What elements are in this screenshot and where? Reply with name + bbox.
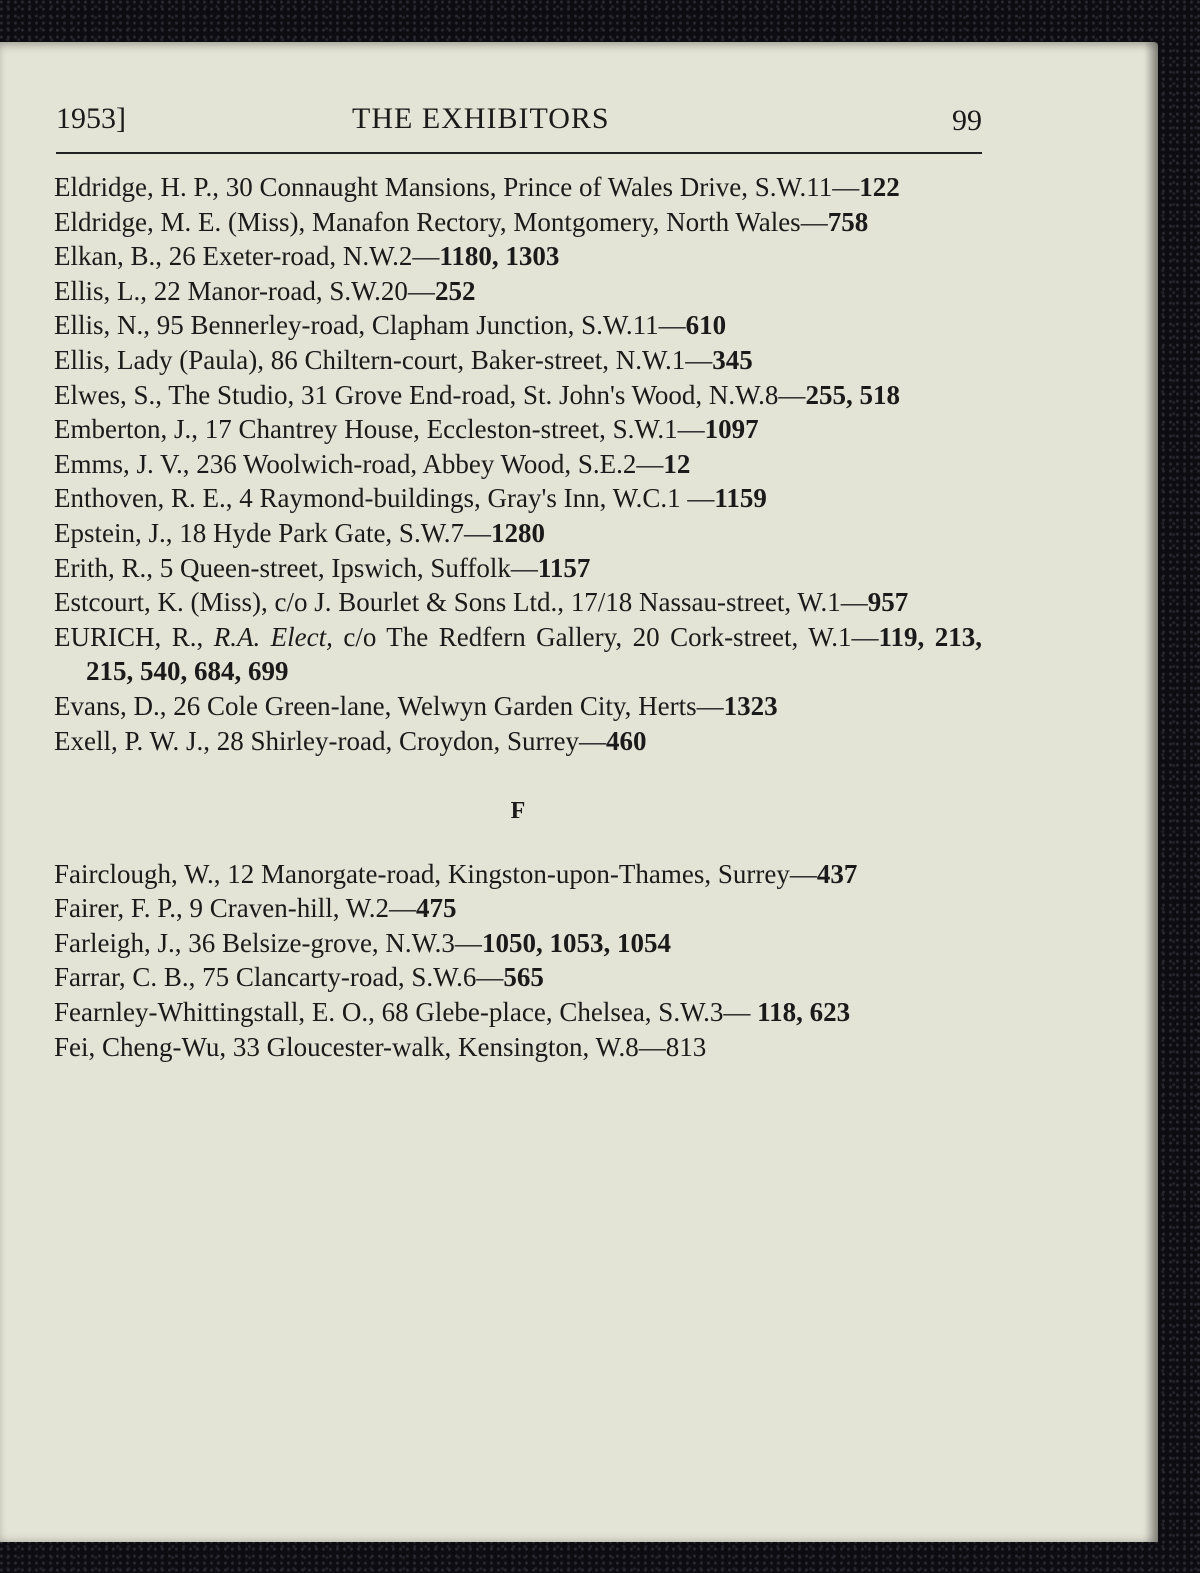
- entry-catalogue-numbers: 1097: [704, 414, 759, 445]
- entry-address: Farleigh, J., 36 Belsize-grove, N.W.3—: [54, 927, 482, 958]
- entry-address: Fei, Cheng-Wu, 33 Gloucester-walk, Kensington, W.8—: [54, 1031, 666, 1062]
- exhibitor-entry: [54, 412, 982, 447]
- entry-address: Elwes, S., The Studio, 31 Grove End-road, St. John's Wood, N.W.8—: [54, 379, 806, 410]
- entry-catalogue-numbers: 1280: [490, 517, 545, 548]
- exhibitor-entry: [54, 689, 982, 724]
- section-e-entries: [54, 170, 982, 758]
- exhibitor-entry: [54, 378, 982, 413]
- running-header: [56, 102, 982, 138]
- entry-catalogue-numbers: 1157: [537, 552, 591, 583]
- entry-address: c/o The Redfern Gallery, 20 Cork-street, W.1—: [332, 621, 879, 652]
- entry-address: Fairclough, W., 12 Manorgate-road, Kingston-upon-Thames, Surrey—: [54, 858, 817, 889]
- entry-catalogue-numbers: 437: [816, 858, 858, 889]
- entry-catalogue-numbers: 813: [665, 1031, 707, 1062]
- exhibitor-entry: [54, 857, 982, 892]
- entry-catalogue-numbers: 758: [827, 206, 869, 237]
- entry-address: Estcourt, K. (Miss), c/o J. Bourlet & Sons Ltd., 17/18 Nassau-street, W.1—: [54, 587, 868, 618]
- entry-rank: R.A. Elect,: [213, 621, 333, 652]
- entry-catalogue-numbers: 460: [605, 725, 647, 756]
- entry-catalogue-numbers: 122: [859, 172, 900, 202]
- entry-catalogue-numbers: 475: [416, 893, 457, 924]
- entry-catalogue-numbers: 12: [663, 448, 691, 479]
- entry-address: Evans, D., 26 Cole Green-lane, Welwyn Garden City, Herts—: [54, 690, 724, 721]
- exhibitor-entry: [54, 205, 982, 240]
- entry-address: Ellis, Lady (Paula), 86 Chiltern-court, Baker-street, N.W.1—: [54, 344, 713, 375]
- exhibitor-entry: [54, 239, 982, 274]
- entry-catalogue-numbers: 1050, 1053, 1054: [481, 927, 671, 958]
- entry-catalogue-numbers: 119, 213, 215, 540, 684, 699: [86, 621, 982, 687]
- entry-address: Emms, J. V., 236 Woolwich-road, Abbey Wood, S.E.2—: [54, 448, 664, 479]
- exhibitor-entry: [54, 585, 982, 620]
- exhibitor-entry: [54, 926, 982, 961]
- exhibitor-entry: [54, 481, 982, 516]
- exhibitor-entry: [54, 343, 982, 378]
- entry-catalogue-numbers: 118, 623: [757, 997, 851, 1028]
- entry-address: Fairer, F. P., 9 Craven-hill, W.2—: [54, 893, 416, 924]
- entry-address: Emberton, J., 17 Chantrey House, Eccleston-street, S.W.1—: [54, 414, 705, 445]
- exhibitor-entry: [54, 551, 982, 586]
- entry-catalogue-numbers: 1159: [714, 483, 767, 514]
- entry-address: Epstein, J., 18 Hyde Park Gate, S.W.7—: [54, 517, 491, 548]
- entry-catalogue-numbers: 1323: [723, 690, 778, 721]
- entry-address: Ellis, N., 95 Bennerley-road, Clapham Junction, S.W.11—: [54, 310, 686, 341]
- exhibitor-entry: [54, 1030, 982, 1065]
- entry-address: Eldridge, H. P., 30 Connaught Mansions, Prince of Wales Drive, S.W.11—: [54, 172, 860, 202]
- entry-catalogue-numbers: 345: [712, 344, 753, 375]
- exhibitor-entry: [54, 620, 982, 689]
- entry-address: Fearnley-Whittingstall, E. O., 68 Glebe-place, Chelsea, S.W.3—: [54, 997, 758, 1028]
- exhibitor-entry: [54, 724, 982, 759]
- page-number: 99: [952, 104, 982, 137]
- exhibitor-entry: [54, 995, 982, 1030]
- exhibitor-entry: [54, 447, 982, 482]
- entry-address: Eldridge, M. E. (Miss), Manafon Rectory, Montgomery, North Wales—: [54, 206, 828, 237]
- entry-address: Elkan, B., 26 Exeter-road, N.W.2—: [54, 241, 440, 272]
- entry-catalogue-numbers: 957: [867, 587, 909, 618]
- exhibitor-entry: [54, 274, 982, 309]
- entry-catalogue-numbers: 252: [434, 275, 476, 306]
- header-title: THE EXHIBITORS: [352, 102, 610, 135]
- entry-catalogue-numbers: 565: [503, 962, 544, 993]
- entry-name: EURICH, R.,: [54, 621, 214, 652]
- entry-address: Enthoven, R. E., 4 Raymond-buildings, Gray's Inn, W.C.1 —: [54, 483, 715, 514]
- entry-catalogue-numbers: 1180, 1303: [439, 241, 560, 272]
- exhibitor-entry: [54, 960, 982, 995]
- section-f-heading: F: [510, 798, 526, 825]
- entry-catalogue-numbers: 255, 518: [805, 379, 900, 410]
- entry-address: Ellis, L., 22 Manor-road, S.W.20—: [54, 275, 435, 306]
- entry-catalogue-numbers: 610: [685, 310, 727, 341]
- header-year: 1953]: [56, 102, 126, 135]
- exhibitor-list: [54, 170, 982, 1064]
- exhibitor-entry: [54, 170, 982, 205]
- exhibitor-entry: [54, 516, 982, 551]
- entry-address: Farrar, C. B., 75 Clancarty-road, S.W.6—: [54, 962, 504, 993]
- section-f-entries: [54, 857, 982, 1065]
- exhibitor-entry: [54, 891, 982, 926]
- entry-address: Erith, R., 5 Queen-street, Ipswich, Suffolk—: [54, 552, 538, 583]
- entry-address: Exell, P. W. J., 28 Shirley-road, Croydon, Surrey—: [54, 725, 606, 756]
- header-rule: [56, 152, 982, 154]
- exhibitor-entry: [54, 308, 982, 343]
